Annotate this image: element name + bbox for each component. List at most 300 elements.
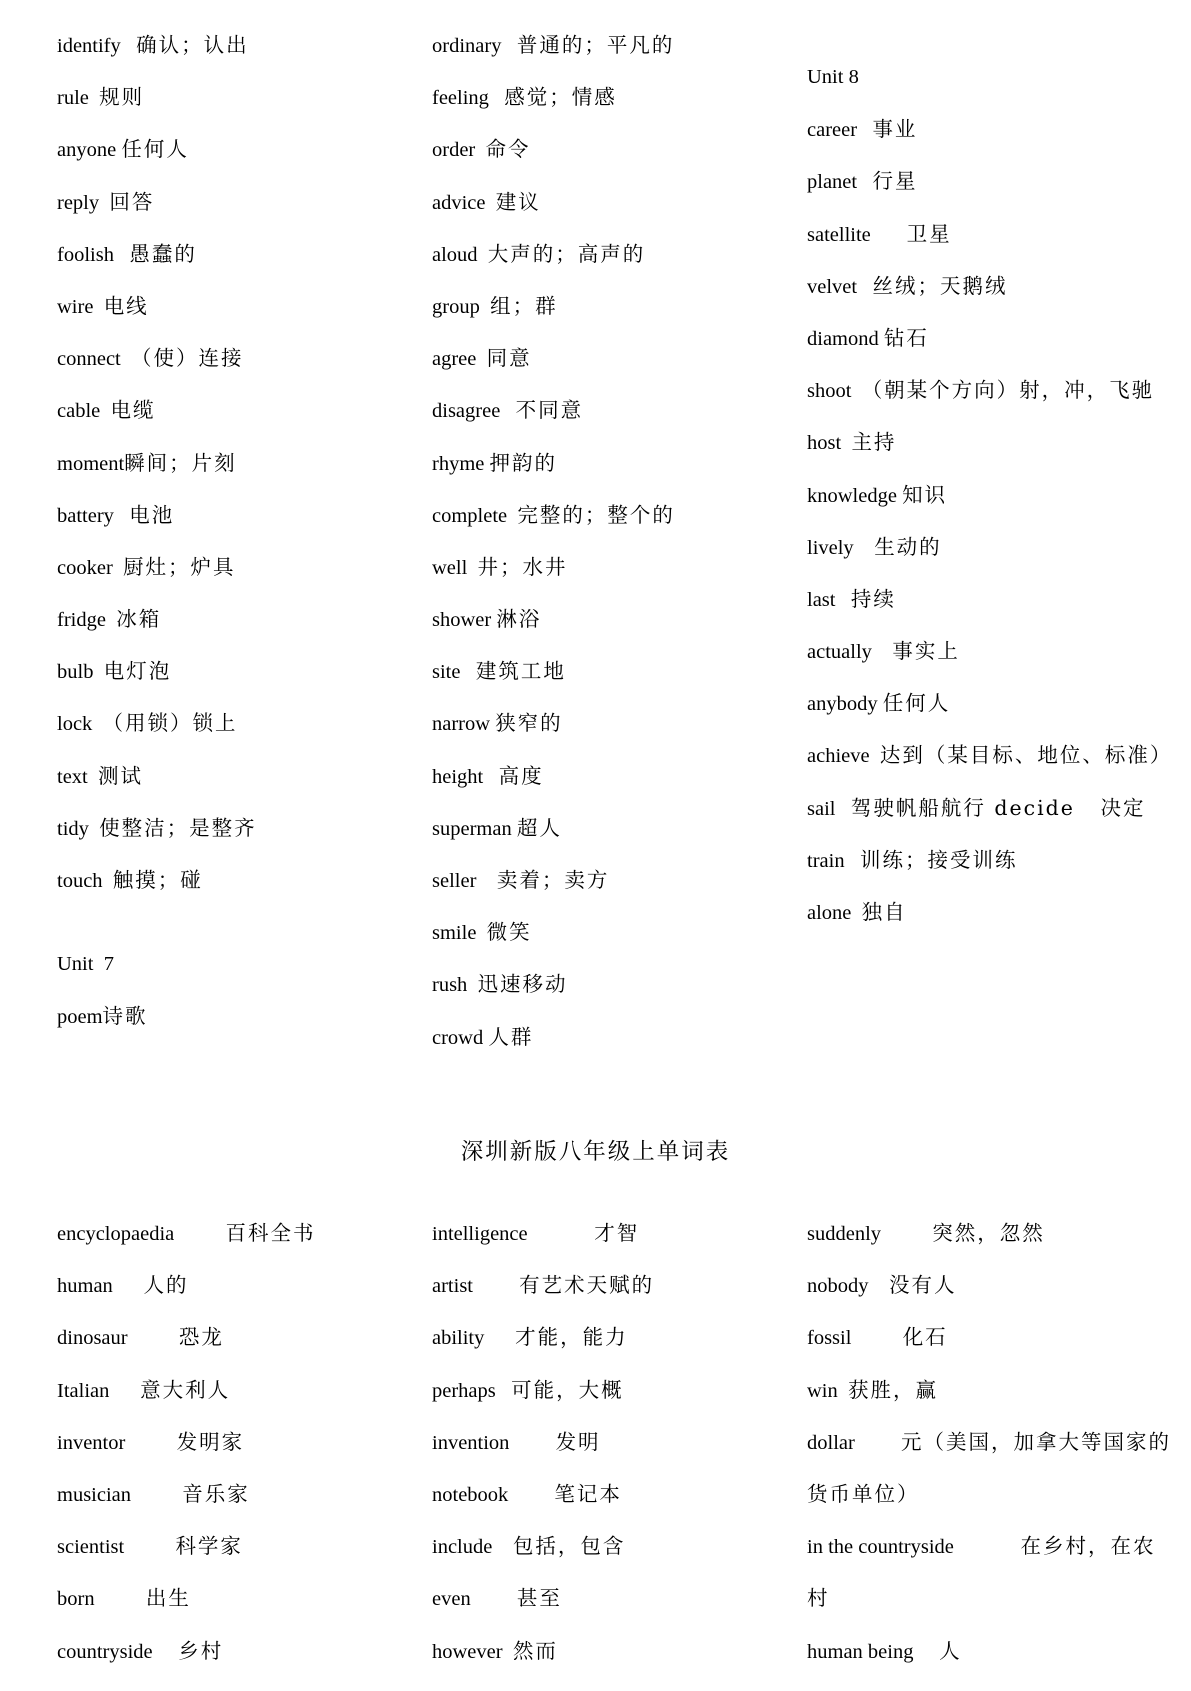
- vocab-word: anyone: [57, 139, 117, 162]
- vocab-gap: [857, 171, 872, 193]
- vocab-word: rush: [432, 974, 468, 997]
- vocab-entry: [807, 639, 1167, 691]
- vocab-meaning: 独自: [861, 900, 907, 924]
- vocab-gap: [528, 1223, 595, 1245]
- vocab-gap: [857, 119, 872, 141]
- vocab-meaning: （用锁）锁上: [102, 711, 238, 736]
- vocab-entry: [57, 451, 417, 503]
- top-column-3: [807, 65, 1173, 952]
- vocab-entry: [432, 607, 792, 659]
- vocab-entry: [432, 451, 792, 503]
- vocab-entry: [432, 1325, 792, 1377]
- vocab-word: encyclopaedia: [57, 1223, 175, 1245]
- vocab-gap: [913, 1641, 939, 1663]
- vocab-entry: [807, 691, 1167, 743]
- vocab-gap: [851, 902, 861, 924]
- vocab-gap: [460, 661, 475, 683]
- vocab-entry: [807, 743, 1173, 795]
- vocab-meaning: 人群: [488, 1024, 534, 1049]
- vocab-gap: [854, 537, 875, 559]
- vocab-meaning: 出生: [145, 1586, 191, 1611]
- vocab-gap: [841, 432, 851, 454]
- vocab-entry: [432, 868, 792, 920]
- vocab-word: shoot: [807, 380, 852, 403]
- vocab-gap: [954, 1536, 1021, 1558]
- vocab-entry: [57, 398, 417, 450]
- vocab-meaning: 电池: [129, 502, 175, 527]
- vocab-entry: [57, 1378, 417, 1430]
- vocab-meaning: 狭窄的: [495, 711, 563, 736]
- vocab-word: advice: [432, 191, 486, 214]
- vocab-word: site: [432, 661, 461, 684]
- vocab-meaning: 人的: [143, 1273, 189, 1298]
- vocab-meaning: 迅速移动: [477, 972, 568, 997]
- vocab-word: feeling: [432, 87, 489, 110]
- vocab-entry: [57, 1430, 417, 1482]
- vocab-meaning: 科学家: [175, 1534, 243, 1559]
- vocab-meaning: 超人: [516, 815, 562, 840]
- vocab-word: in the countryside: [807, 1536, 954, 1559]
- vocab-meaning: 没有人: [889, 1273, 957, 1298]
- vocab-entry: [57, 137, 417, 189]
- vocab-meaning: 淋浴: [496, 607, 542, 632]
- vocab-meaning: 笔记本: [554, 1481, 622, 1506]
- vocab-word: notebook: [432, 1483, 509, 1506]
- vocab-gap: [845, 850, 860, 872]
- section-title: 深圳新版八年级上单词表: [460, 1139, 731, 1165]
- vocab-meaning: 任何人: [882, 691, 951, 716]
- vocab-gap: [503, 1641, 513, 1663]
- vocab-entry: [432, 398, 792, 450]
- vocab-word: connect: [57, 348, 121, 371]
- vocab-meaning: （使）连接: [131, 346, 244, 371]
- vocab-entry: [807, 1429, 1171, 1482]
- vocab-meaning: 意大利人: [140, 1377, 231, 1402]
- vocab-meaning: 持续: [850, 586, 896, 611]
- vocab-word: born: [57, 1588, 95, 1611]
- vocab-word: cooker: [57, 556, 113, 579]
- vocab-meaning: 可能，大概: [511, 1377, 624, 1402]
- vocab-entry: [57, 1221, 417, 1273]
- vocab-word: host: [807, 432, 842, 455]
- vocab-gap: [121, 348, 131, 370]
- vocab-word: invention: [432, 1431, 510, 1454]
- vocab-word: superman: [432, 817, 512, 840]
- vocab-gap: [103, 870, 113, 892]
- vocab-word: smile: [432, 922, 477, 945]
- vocab-entry: [57, 294, 417, 346]
- top-column-2: [432, 33, 792, 1077]
- vocab-meaning: 建议: [495, 189, 541, 214]
- vocab-entry: [432, 1025, 792, 1077]
- vocab-word: ordinary: [432, 35, 502, 57]
- vocab-entry: [432, 1534, 792, 1586]
- vocab-entry: [432, 555, 792, 607]
- vocab-entry: [807, 1325, 1167, 1377]
- vocab-meaning: 卖着；卖方: [496, 868, 610, 892]
- vocab-meaning: 感觉；情感: [504, 85, 617, 110]
- vocab-word: human: [57, 1275, 113, 1298]
- vocab-entry: [432, 659, 792, 711]
- vocab-entry: [432, 1273, 792, 1325]
- vocab-word: crowd: [432, 1026, 484, 1049]
- vocab-word: suddenly: [807, 1223, 882, 1245]
- vocab-word: reply: [57, 191, 100, 214]
- vocab-word: dinosaur: [57, 1327, 128, 1350]
- vocab-word: however: [432, 1640, 503, 1663]
- vocab-meaning: 获胜，赢: [848, 1377, 938, 1402]
- vocab-word: bulb: [57, 661, 94, 684]
- vocab-entry: [807, 378, 1167, 430]
- unit-title: Unit 8: [807, 66, 859, 88]
- vocab-gap: [500, 400, 515, 422]
- vocab-word: group: [432, 295, 480, 318]
- vocab-meaning: 电缆: [110, 398, 156, 423]
- vocab-meaning: 押韵的: [489, 450, 557, 475]
- vocab-meaning: 百科全书: [225, 1221, 316, 1245]
- vocab-gap: [473, 1275, 519, 1297]
- vocab-meaning: 乡村: [178, 1638, 224, 1663]
- vocab-meaning: 任何人: [121, 137, 189, 162]
- vocab-word: anybody: [807, 693, 878, 716]
- vocab-gap: [484, 1327, 515, 1349]
- vocab-entry: [57, 1325, 417, 1377]
- vocab-entry: [432, 503, 792, 555]
- vocab-word: battery: [57, 504, 114, 527]
- vocab-entry: [432, 816, 792, 868]
- vocab-meaning: 事业: [872, 117, 918, 142]
- vocab-gap: [92, 713, 102, 735]
- vocab-word: last: [807, 588, 836, 611]
- vocab-meaning: 音乐家: [182, 1481, 250, 1506]
- vocab-meaning: 元（美国，加拿大等国家的: [900, 1429, 1171, 1454]
- vocab-meaning: 厨灶；炉具: [123, 554, 236, 579]
- vocab-meaning: 甚至: [516, 1586, 562, 1611]
- vocab-gap: [507, 505, 517, 527]
- vocab-meaning: 使整洁；是整齐: [99, 815, 257, 840]
- vocab-entry: [432, 294, 792, 346]
- vocab-meaning: 电线: [103, 293, 149, 318]
- vocab-word: order: [432, 139, 476, 162]
- vocab-word: text: [57, 765, 88, 788]
- vocab-entry: [57, 33, 417, 85]
- vocab-meaning: 货币单位）: [807, 1481, 920, 1506]
- vocab-entry: [432, 1639, 792, 1691]
- vocab-meaning: 卫星: [906, 221, 952, 246]
- vocab-entry: [807, 222, 1167, 274]
- vocab-meaning: 突然，忽然: [932, 1221, 1045, 1245]
- vocab-meaning: 发明家: [176, 1429, 245, 1454]
- spacer: [57, 920, 417, 952]
- vocab-gap: [128, 1327, 179, 1349]
- vocab-meaning: 有艺术天赋的: [519, 1273, 655, 1298]
- vocab-entry: [432, 242, 792, 294]
- vocab-gap: [480, 296, 490, 318]
- vocab-entry: [432, 190, 792, 242]
- vocab-meaning: 确认；认出: [136, 33, 249, 57]
- vocab-gap: [93, 661, 103, 683]
- vocab-meaning: 训练；接受训练: [859, 847, 1018, 872]
- vocab-gap: [835, 798, 850, 820]
- vocab-entry: [57, 1639, 417, 1691]
- vocab-entry: [432, 1378, 792, 1430]
- vocab-meaning: 诗歌: [102, 1004, 148, 1029]
- vocab-word: Italian: [57, 1379, 110, 1402]
- vocab-entry: [57, 1482, 417, 1534]
- vocab-word: fossil: [807, 1327, 852, 1350]
- vocab-entry: [57, 503, 417, 555]
- vocab-gap: [109, 1380, 140, 1402]
- vocab-word: alone: [807, 902, 852, 924]
- vocab-meaning: 命令: [485, 137, 531, 162]
- vocab-entry: [807, 1534, 1167, 1586]
- vocab-entry: [57, 711, 417, 763]
- vocab-word: inventor: [57, 1431, 126, 1454]
- vocab-word: countryside: [57, 1640, 153, 1663]
- vocab-entry: [432, 920, 792, 972]
- vocab-meaning: 建筑工地: [475, 659, 566, 684]
- vocab-entry: [807, 483, 1167, 535]
- vocab-word: musician: [57, 1483, 132, 1506]
- vocab-meaning: 普通的；平凡的: [516, 33, 675, 57]
- vocab-gap: [113, 557, 123, 579]
- vocab-gap: [872, 641, 893, 663]
- vocab-gap: [476, 922, 486, 944]
- vocab-gap: [121, 35, 136, 57]
- vocab-meaning: 电灯泡: [103, 659, 172, 684]
- vocab-word: agree: [432, 348, 477, 371]
- vocab-entry: [57, 555, 417, 607]
- vocab-meaning: 在乡村，在农: [1020, 1534, 1156, 1559]
- vocab-entry: [432, 764, 792, 816]
- vocab-entry: [432, 33, 792, 85]
- vocab-entry: [57, 1586, 417, 1638]
- vocab-gap: [114, 244, 129, 266]
- vocab-meaning: 驾驶帆船航行 decide 决定: [850, 795, 1146, 820]
- vocab-word: rule: [57, 87, 89, 110]
- vocab-entry: [432, 972, 792, 1024]
- vocab-meaning: 行星: [872, 169, 918, 194]
- vocab-word: even: [432, 1588, 471, 1611]
- vocab-meaning: 丝绒；天鹅绒: [872, 273, 1008, 298]
- vocab-entry: [807, 1482, 1167, 1534]
- vocab-entry: [57, 1273, 417, 1325]
- vocab-gap: [467, 557, 477, 579]
- vocab-meaning: 规则: [99, 85, 145, 110]
- vocab-entry: [57, 1534, 417, 1586]
- vocab-meaning: 冰箱: [116, 607, 162, 632]
- vocab-word: ability: [432, 1327, 485, 1350]
- vocab-entry: [807, 169, 1167, 221]
- vocab-word: dollar: [807, 1431, 855, 1454]
- vocab-meaning: 大声的；高声的: [487, 241, 646, 266]
- vocab-meaning: 瞬间；片刻: [124, 450, 237, 475]
- vocab-entry: [57, 242, 417, 294]
- bottom-column-2: [432, 1221, 792, 1691]
- vocab-entry: [807, 1273, 1167, 1325]
- vocab-word: cable: [57, 400, 101, 423]
- vocab-word: scientist: [57, 1536, 125, 1559]
- bottom-column-3: [807, 1221, 1171, 1691]
- vocab-gap: [838, 1380, 848, 1402]
- vocab-entry: [57, 346, 417, 398]
- vocab-entry: [807, 796, 1167, 848]
- vocab-word: seller: [432, 870, 477, 892]
- vocab-word: lively: [807, 536, 854, 559]
- vocab-word: lock: [57, 713, 93, 736]
- vocab-meaning: 恐龙: [178, 1325, 224, 1350]
- vocab-entry: [57, 190, 417, 242]
- vocab-gap: [93, 296, 103, 318]
- vocab-meaning: 达到（某目标、地位、标准）: [879, 743, 1173, 768]
- vocab-word: rhyme: [432, 452, 485, 475]
- vocab-entry: [57, 764, 417, 816]
- vocab-gap: [508, 1484, 554, 1506]
- vocab-word: height: [432, 765, 484, 788]
- vocab-entry: [807, 1586, 1167, 1638]
- vocab-meaning: 钻石: [883, 325, 929, 350]
- vocab-word: satellite: [807, 223, 871, 246]
- vocab-gap: [124, 1536, 175, 1558]
- vocab-meaning: 愚蠢的: [129, 241, 197, 266]
- vocab-word: achieve: [807, 745, 870, 768]
- vocab-meaning: 回答: [109, 189, 155, 214]
- vocab-word: narrow: [432, 713, 491, 736]
- vocab-word: disagree: [432, 400, 501, 423]
- vocab-gap: [114, 505, 129, 527]
- vocab-word: planet: [807, 171, 858, 194]
- vocab-gap: [95, 1588, 146, 1610]
- vocab-gap: [851, 380, 861, 402]
- vocab-gap: [88, 766, 98, 788]
- vocab-word: nobody: [807, 1275, 869, 1298]
- vocab-gap: [475, 139, 485, 161]
- vocab-word: aloud: [432, 243, 478, 266]
- vocab-word: diamond: [807, 327, 879, 350]
- vocab-gap: [851, 1327, 902, 1349]
- vocab-gap: [153, 1641, 179, 1663]
- vocab-gap: [100, 400, 110, 422]
- vocab-word: intelligence: [432, 1223, 528, 1245]
- vocab-meaning: （朝某个方向）射，冲，飞驰: [861, 378, 1155, 403]
- vocab-meaning: 才智: [594, 1221, 640, 1245]
- vocab-word: poem: [57, 1006, 103, 1029]
- top-column-1: [57, 33, 417, 1057]
- vocab-gap: [489, 87, 504, 109]
- vocab-meaning: 完整的；整个的: [517, 502, 675, 527]
- vocab-meaning: 村: [807, 1586, 830, 1611]
- bottom-column-1: [57, 1221, 417, 1691]
- vocab-entry: [57, 816, 417, 868]
- vocab-meaning: 触摸；碰: [112, 868, 203, 892]
- vocab-entry: [807, 900, 1167, 952]
- vocab-word: moment: [57, 452, 125, 475]
- vocab-meaning: 人: [939, 1638, 962, 1663]
- vocab-meaning: 知识: [902, 482, 948, 507]
- vocab-word: well: [432, 556, 468, 579]
- vocab-entry: [57, 607, 417, 659]
- vocab-word: perhaps: [432, 1379, 496, 1402]
- vocab-entry: [807, 587, 1167, 639]
- vocab-word: touch: [57, 870, 103, 892]
- vocab-meaning: 不同意: [515, 398, 584, 423]
- vocab-entry: [432, 1430, 792, 1482]
- vocab-gap: [881, 1223, 932, 1245]
- unit-title: Unit 7: [57, 953, 114, 976]
- vocab-gap: [125, 1432, 176, 1454]
- vocab-meaning: 才能，能力: [515, 1325, 628, 1350]
- vocab-entry: [807, 326, 1167, 378]
- vocab-gap: [869, 1275, 890, 1297]
- vocab-entry: [432, 137, 792, 189]
- vocab-meaning: 化石: [902, 1325, 948, 1350]
- vocab-word: velvet: [807, 275, 858, 298]
- vocab-gap: [835, 589, 850, 611]
- vocab-meaning: 然而: [512, 1638, 558, 1663]
- vocab-gap: [106, 609, 116, 631]
- vocab-word: artist: [432, 1275, 473, 1298]
- vocab-meaning: 微笑: [486, 920, 532, 945]
- vocab-entry: [432, 346, 792, 398]
- vocab-entry: [57, 85, 417, 137]
- vocab-gap: [509, 1432, 555, 1454]
- vocab-entry: [57, 868, 417, 920]
- vocab-entry: [807, 535, 1167, 587]
- vocab-meaning: 事实上: [892, 639, 960, 664]
- vocab-entry: [432, 85, 792, 137]
- vocab-entry: [807, 1639, 1167, 1691]
- vocab-word: fridge: [57, 609, 106, 632]
- vocab-gap: [476, 870, 497, 892]
- vocab-gap: [467, 974, 477, 996]
- vocab-gap: [478, 244, 488, 266]
- vocab-gap: [871, 224, 907, 246]
- vocab-word: wire: [57, 295, 94, 318]
- vocab-word: sail: [807, 797, 836, 820]
- vocab-gap: [870, 745, 880, 767]
- vocab-entry: [807, 430, 1167, 482]
- vocab-gap: [486, 192, 496, 214]
- vocab-gap: [174, 1223, 225, 1245]
- vocab-meaning: 高度: [498, 763, 544, 788]
- vocab-gap: [99, 192, 109, 214]
- vocab-gap: [492, 1536, 513, 1558]
- vocab-entry: [807, 117, 1167, 169]
- vocab-word: include: [432, 1536, 493, 1559]
- vocab-meaning: 生动的: [874, 534, 942, 559]
- vocab-word: shower: [432, 609, 492, 632]
- vocab-word: complete: [432, 504, 508, 527]
- vocab-gap: [89, 87, 99, 109]
- vocab-word: knowledge: [807, 484, 897, 507]
- vocab-gap: [496, 1380, 511, 1402]
- vocab-entry: [57, 1004, 417, 1056]
- vocab-meaning: 组；群: [490, 293, 558, 318]
- vocab-gap: [483, 766, 498, 788]
- vocab-entry: [807, 1221, 1167, 1273]
- vocab-gap: [857, 276, 872, 298]
- vocab-gap: [855, 1432, 901, 1454]
- vocab-gap: [476, 348, 486, 370]
- vocab-gap: [131, 1484, 182, 1506]
- vocab-meaning: 测试: [98, 763, 143, 788]
- vocab-word: foolish: [57, 243, 114, 266]
- vocab-gap: [501, 35, 516, 57]
- vocab-entry: [432, 1482, 792, 1534]
- vocab-word: train: [807, 849, 845, 872]
- vocab-meaning: 井；水井: [477, 554, 568, 579]
- vocab-entry: [432, 711, 792, 763]
